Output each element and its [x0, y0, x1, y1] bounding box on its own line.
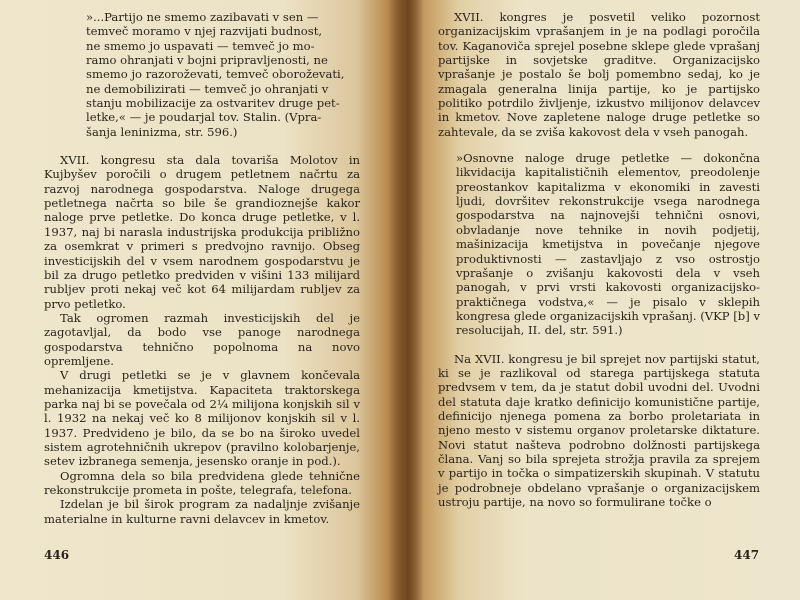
paragraph: Tak ogromen razmah investicijskih del je zagotavljal, da bodo vse panoge narodnega gospodarstva tehnično popolnoma na novo opremljene. — [44, 310, 360, 368]
paragraph: XVII. kongresu sta dala tovariša Molotov in Kujbyšev poročili o drugem petletnem načrtu za razvoj narodnega gospodarstva. Naloge drugega petletnega načrta so bile še grandioznejše kakor naloge prve petletke. Do konca druge petletke, v l. 1937, naj bi narasla industrijska produkcija približno za osemkrat v primeri s predvojno ravnijo. Obseg investicijskih del v vsem narodnem gospodarstvu je bil za drugo petletko predviden v višini 133 milijard rubljev proti nekaj več kot 64 milijardam rubljev za prvo petletko. — [44, 153, 360, 311]
right-text-column — [438, 10, 760, 509]
quote-line: ne demobilizirati — temveč jo ohranjati v — [86, 81, 329, 96]
quote-line: stanju mobilizacije za ostvaritev druge pet- — [86, 96, 340, 111]
left-text-column — [44, 10, 360, 526]
paragraph: Ogromna dela so bila predvidena glede tehnične rekonstrukcije prometa in pošte, telegrafa, telefona. — [44, 468, 360, 497]
page-number: 446 — [44, 548, 70, 562]
quote-line: ne smemo jo uspavati — temveč jo mo- — [86, 38, 315, 53]
page-number: 447 — [734, 548, 760, 562]
paragraph: Izdelan je bil širok program za nadaljnje zvišanje materialne in kulturne ravni delavcev in kmetov. — [44, 497, 360, 526]
quote-line: »...Partijo ne smemo zazibavati v sen — — [86, 10, 319, 24]
quote-line: ramo ohranjati v bojni pripravljenosti, ne — [86, 53, 328, 68]
quote-line: šanja leninizma, str. 596.) — [86, 124, 238, 139]
resolution-quote — [438, 151, 760, 337]
right-page — [404, 0, 800, 600]
paragraph: V drugi petletki se je v glavnem končevala mehanizacija kmetijstva. Kapaciteta traktorskega parka naj bi se povečala od 2¼ milijona konjskih sil v l. 1932 na nekaj več ko 8 milijonov konjskih sil v l. 1937. Predvideno je bilo, da se bo na široko uvedel sistem agrotehničnih ukrepov (pravilno kolobarjenje, setev izbranega semenja, jesensko oranje in pod.). — [44, 368, 360, 469]
quote-line: letke,« — je poudarjal tov. Stalin. (Vpra- — [86, 110, 322, 125]
quote-line: smemo jo razoroževati, temveč oboroževati, — [86, 67, 345, 82]
book-spine-shadow — [388, 0, 424, 600]
quote-text: »Osnovne naloge druge petletke — dokončna likvidacija kapitalističnih elementov, preodolenje preostankov kapitalizma v ekonomiki in zavesti ljudi, dovršitev rekonstrukcije vsega narodnega gospodarstva na najnovejši tehnični osnovi, obvladanje nove tehnike in novih podjetij, mašinizacija kmetijstva in povečanje njegove produktivnosti — zastavljajo z vso ostrostjo vprašanje o zvišanju kakovosti dela v vseh panogah, v prvi vrsti kakovosti organizacijsko-praktičnega vodstva,« — je pisalo v sklepih kongresa glede organizacijskih vprašanj. (VKP [b] v resolucijah, II. del, str. 591.) — [456, 151, 760, 338]
paragraph: XVII. kongres je posvetil veliko pozornost organizacijskim vprašanjem in je na podlagi poročila tov. Kaganoviča sprejel posebne sklepe glede vprašanj partijske in sovjetske graditve. Organizacijsko vprašanje je postalo še bolj pomembno sedaj, ko je zmagala generalna linija partije, ko je partijsko politiko potrdilo življenje, izkustvo milijonov delavcev in kmetov. Nove zapletene naloge druge petletke so zahtevale, da se zviša kakovost dela v vseh panogah. — [438, 10, 760, 139]
quote-line: temveč moramo v njej razvijati budnost, — [86, 24, 323, 39]
stalin-quote — [44, 10, 360, 139]
paragraph: Na XVII. kongresu je bil sprejet nov partijski statut, ki se je razlikoval od starega partijskega statuta predvsem v tem, da je statut dobil uvodni del. Uvodni del statuta daje kratko definicijo komunistične partije, definicijo njenega pomena za borbo proletariata in njeno mesto v sistemu organov proletarske diktature. Novi statut našteva podrobno dolžnosti partijskega člana. Vanj so bila sprejeta strožja pravila za sprejem v partijo in točka o simpatizerskih skupinah. V statutu je podrobneje obdelano vprašanje o organizacijskem ustroju partije, na novo so formulirane točke o — [438, 351, 760, 509]
